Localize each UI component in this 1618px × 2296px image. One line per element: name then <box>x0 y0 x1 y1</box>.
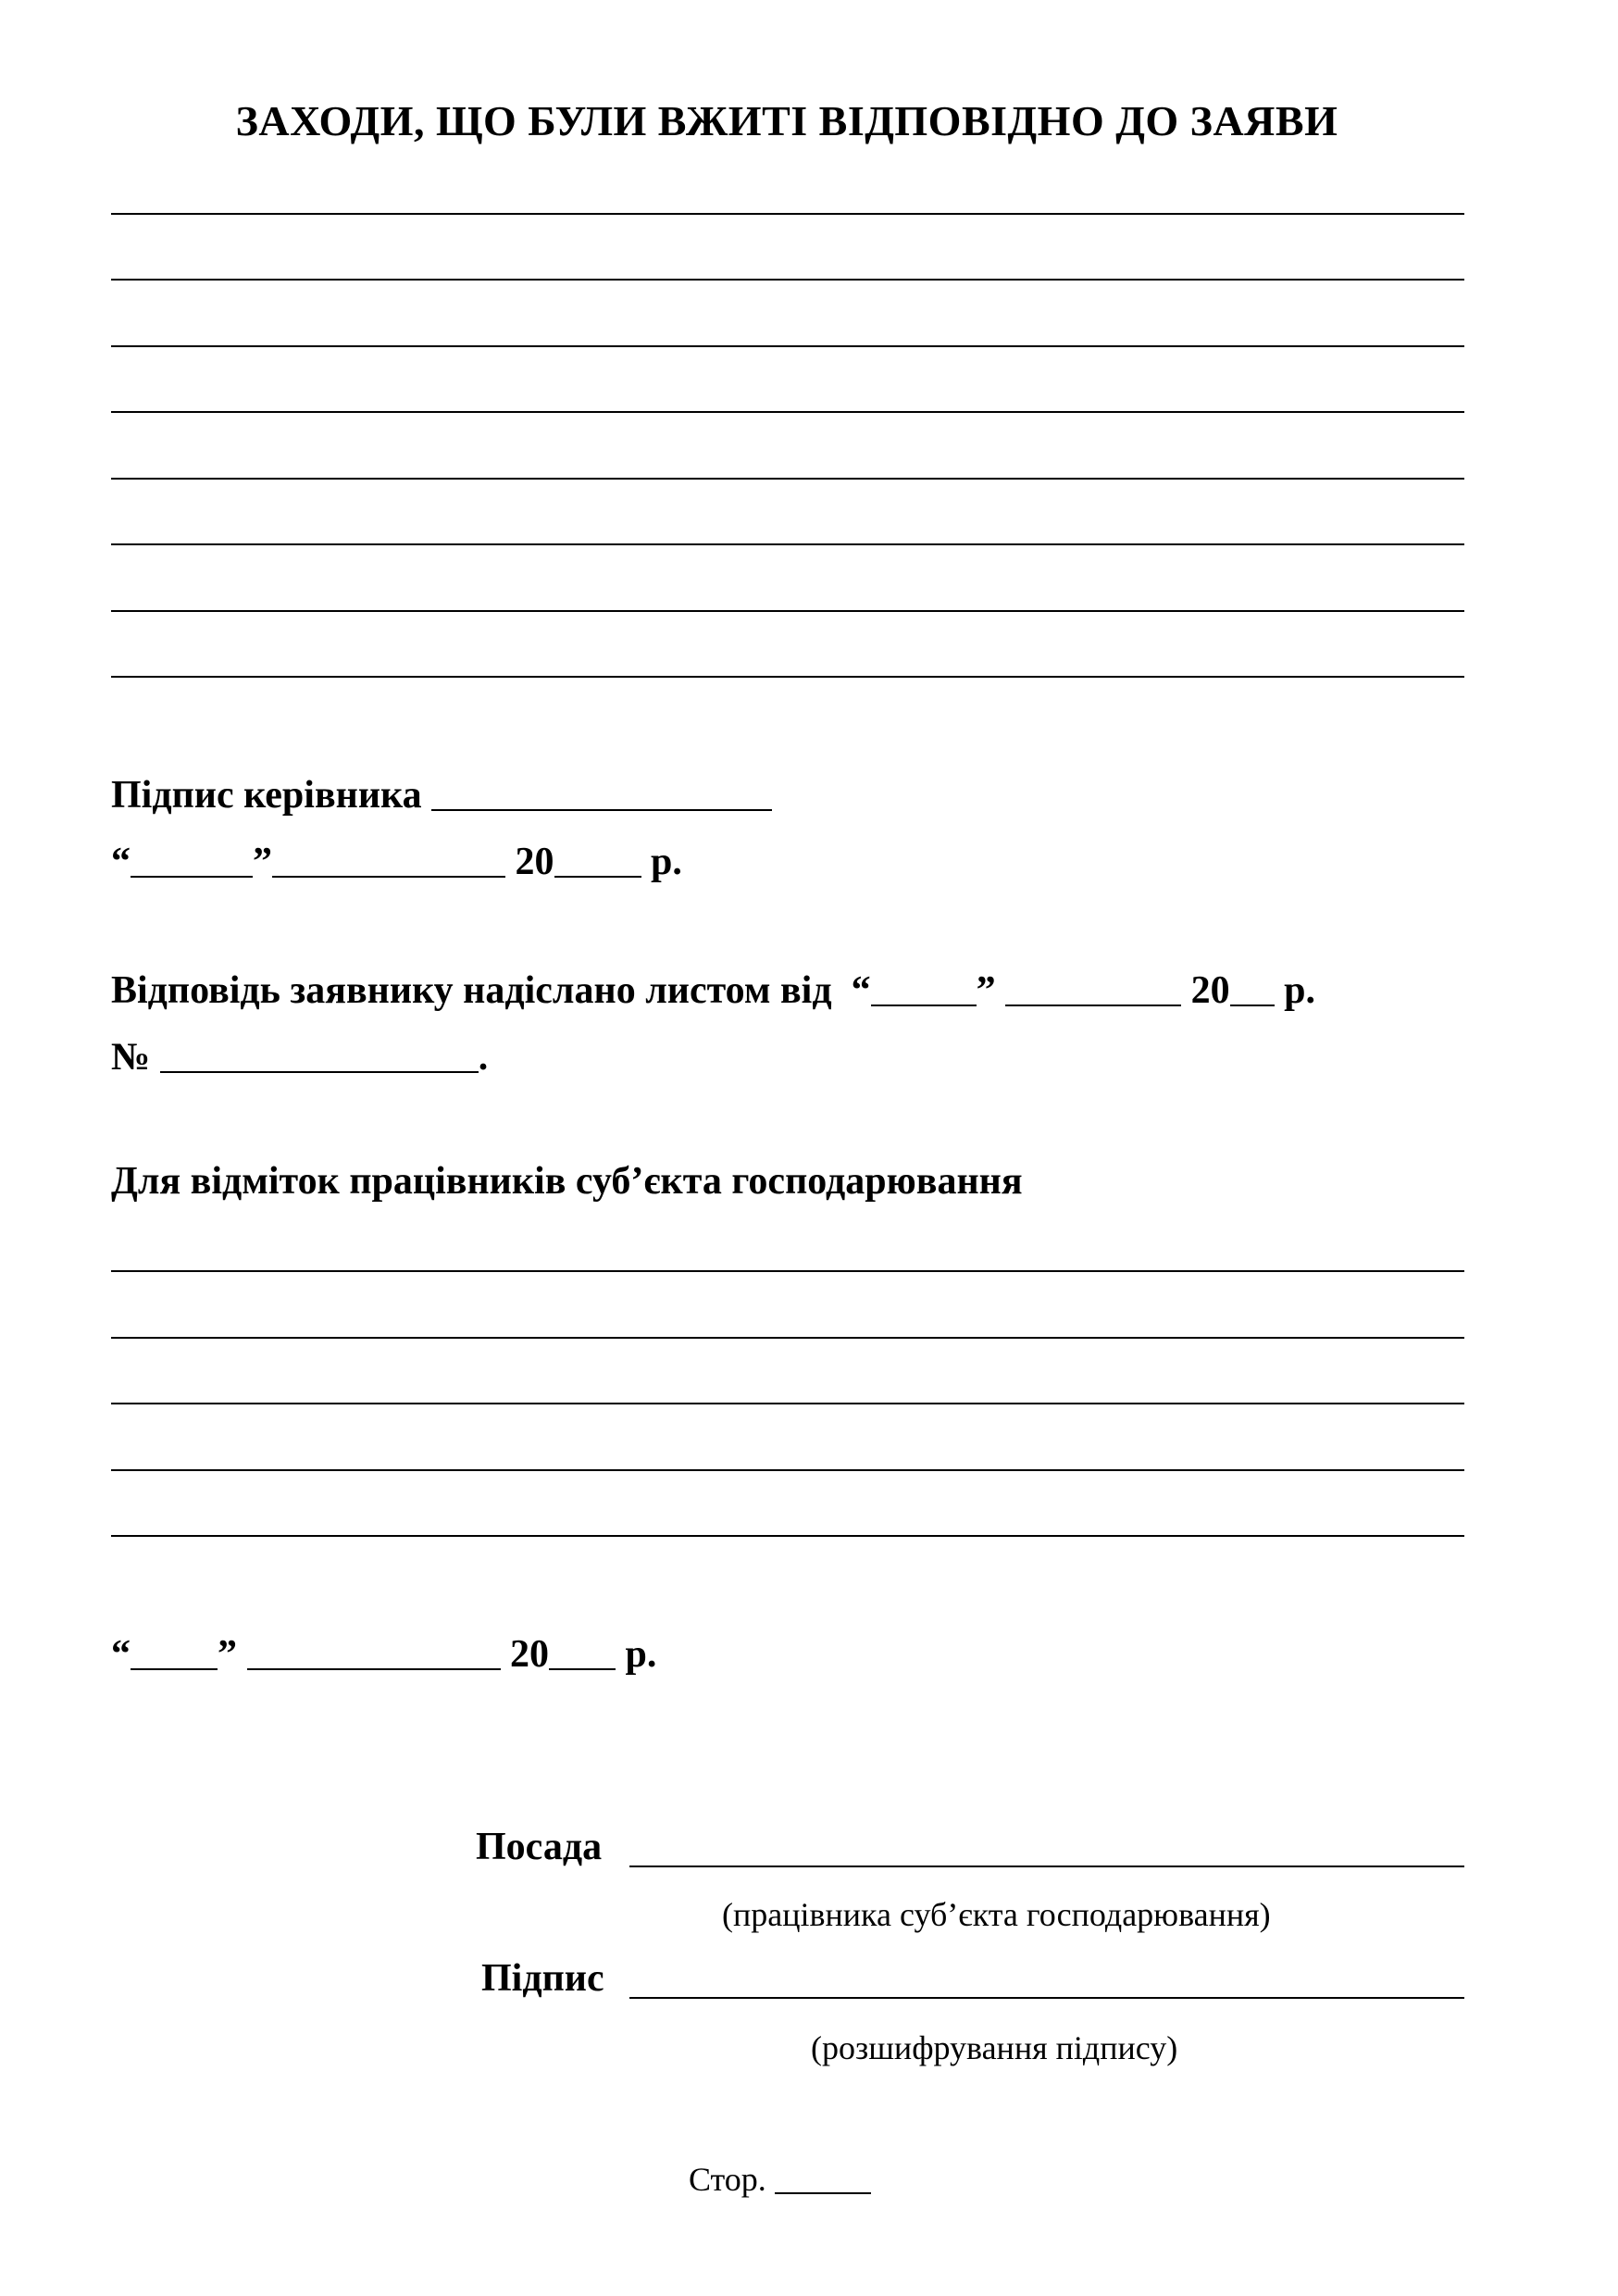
close-quote: ” <box>253 841 272 883</box>
head-signature-label: Підпис керівника <box>111 774 422 817</box>
measures-line[interactable] <box>111 279 1464 281</box>
month-blank[interactable] <box>272 837 505 878</box>
page-number-blank[interactable] <box>775 2159 871 2194</box>
head-signature-date <box>111 837 682 881</box>
notes-line[interactable] <box>111 1403 1464 1404</box>
notes-line[interactable] <box>111 1270 1464 1272</box>
notes-label: Для відміток працівників суб’єкта господарювання <box>111 1160 1023 1203</box>
response-row <box>111 966 1315 1010</box>
number-label: № <box>111 1036 151 1079</box>
signature-label: Підпис <box>481 1957 604 2000</box>
number-end: . <box>478 1036 489 1079</box>
notes-line[interactable] <box>111 1535 1464 1537</box>
signature-line[interactable] <box>629 1997 1464 1999</box>
open-quote: “ <box>111 1633 131 1676</box>
measures-line[interactable] <box>111 610 1464 612</box>
notes-line[interactable] <box>111 1469 1464 1471</box>
day-blank[interactable] <box>131 837 253 878</box>
measures-line[interactable] <box>111 543 1464 545</box>
page-number <box>689 2159 871 2196</box>
year-prefix: 20 <box>510 1633 549 1676</box>
year-blank[interactable] <box>549 1629 616 1670</box>
head-signature-blank[interactable] <box>431 770 772 811</box>
year-suffix: р. <box>1284 969 1315 1012</box>
number-blank[interactable] <box>160 1032 479 1073</box>
year-prefix: 20 <box>515 841 554 883</box>
month-blank[interactable] <box>247 1629 501 1670</box>
measures-line[interactable] <box>111 411 1464 413</box>
month-blank[interactable] <box>1005 966 1181 1006</box>
page-label: Стор. <box>689 2161 766 2198</box>
measures-line[interactable] <box>111 676 1464 678</box>
year-blank[interactable] <box>1230 966 1275 1006</box>
head-signature-row <box>111 770 772 815</box>
day-blank[interactable] <box>871 966 977 1006</box>
response-label: Відповідь заявнику надіслано листом від <box>111 969 832 1012</box>
measures-line[interactable] <box>111 213 1464 215</box>
close-quote: ” <box>218 1633 237 1676</box>
open-quote: “ <box>851 969 871 1012</box>
open-quote: “ <box>111 841 131 883</box>
day-blank[interactable] <box>131 1629 218 1670</box>
position-label: Посада <box>476 1826 603 1868</box>
page-title: ЗАХОДИ, ЩО БУЛИ ВЖИТІ ВІДПОВІДНО ДО ЗАЯВИ <box>235 97 1338 144</box>
measures-line[interactable] <box>111 345 1464 347</box>
year-blank[interactable] <box>554 837 641 878</box>
year-suffix: р. <box>651 841 682 883</box>
position-caption: (працівника суб’єкта господарювання) <box>722 1896 1271 1933</box>
response-number-row <box>111 1032 488 1077</box>
year-suffix: р. <box>625 1633 657 1676</box>
position-line[interactable] <box>629 1866 1464 1867</box>
notes-date <box>111 1629 656 1674</box>
notes-line[interactable] <box>111 1337 1464 1339</box>
measures-line[interactable] <box>111 478 1464 480</box>
signature-caption: (розшифрування підпису) <box>811 2029 1178 2066</box>
year-prefix: 20 <box>1190 969 1230 1012</box>
close-quote: ” <box>976 969 996 1012</box>
